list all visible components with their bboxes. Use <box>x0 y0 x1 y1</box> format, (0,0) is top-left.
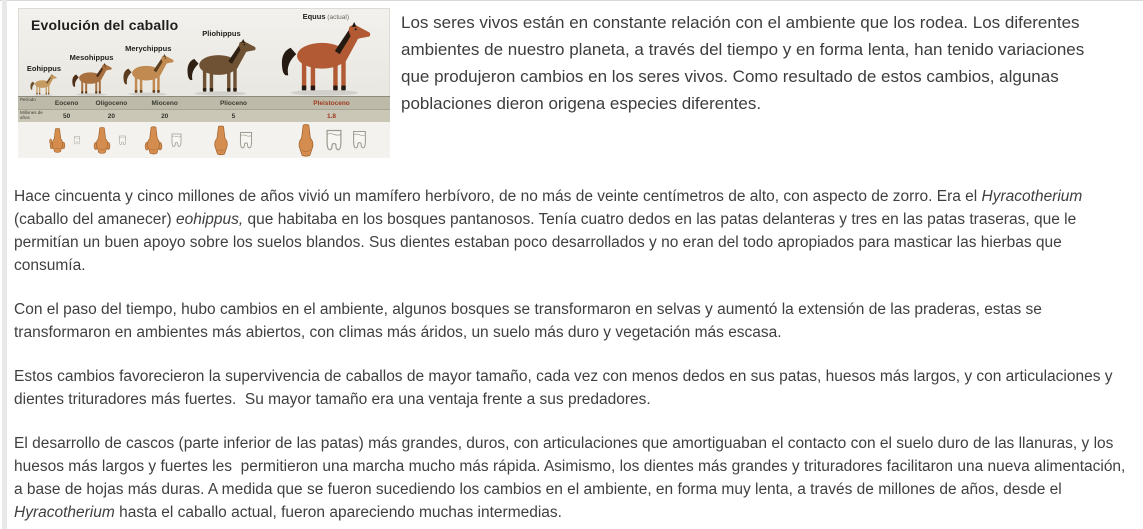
stage-name-label: Pliohippus <box>202 29 241 38</box>
epoch-row <box>18 96 390 109</box>
millions-years-value-equus: 1.8 <box>327 113 337 120</box>
feet-teeth-eohippus <box>44 122 86 158</box>
millions-years-value-eohippus: 50 <box>63 113 71 120</box>
period-row-label: Período <box>20 97 36 102</box>
stage-name-label: Equus (actual) <box>302 12 349 21</box>
text-run: Hace cincuenta y cinco millones de años vivió un mamífero herbívoro, de no más de veinte centímetros de alto, con aspecto de zorro. Era el <box>14 188 982 205</box>
molar-tooth-icon <box>351 130 368 150</box>
hoof-bones-icon <box>49 128 66 153</box>
page-left-margin-strip <box>2 0 7 529</box>
stage-name-label: Eohippus <box>26 64 62 73</box>
molar-tooth-icon <box>170 133 183 148</box>
molar-tooth-icon <box>73 136 81 145</box>
molar-tooth-icon <box>118 135 127 146</box>
infographic-title: Evolución del caballo <box>31 17 179 33</box>
hoof-bones-icon <box>295 124 317 157</box>
paragraph-2 <box>14 298 1129 344</box>
feet-and-teeth-row <box>18 122 390 158</box>
horse-silhouette-icon <box>70 63 114 96</box>
page-top-border <box>0 0 1143 1</box>
horse-silhouette-icon <box>277 22 375 96</box>
text-run: (caballo del amanecer) <box>14 188 1087 228</box>
horse-silhouette-icon <box>29 74 58 96</box>
feet-teeth-mesohippus <box>86 122 134 158</box>
millions-years-row-label: Millones de años <box>20 110 43 120</box>
millions-years-value-mesohippus: 20 <box>107 113 115 120</box>
stage-pliohippus <box>179 29 263 96</box>
stage-eohippus <box>22 64 66 96</box>
horse-silhouette-icon <box>121 54 176 96</box>
geologic-period-band <box>18 96 390 123</box>
text-run: que habitaba en los bosques pantanosos. Tenía cuatro dedos en las patas delanteras y tres en las patas traseras, que le permitían un buen apoyo sobre los suelos blandos. Sus dientes estaban poco desarrollados y no eran del todo apropiados para masticar las hierbas que consumía. <box>14 211 1081 274</box>
paragraph-1 <box>14 185 1129 277</box>
epoch-label-merychippus: Mioceno <box>151 99 178 107</box>
body-text <box>14 185 1129 524</box>
epoch-label-pliohippus: Plioceno <box>219 99 248 107</box>
molar-tooth-icon <box>238 131 254 150</box>
stage-name-label: Mesohippus <box>69 53 114 62</box>
horse-silhouette-icon <box>184 39 259 96</box>
horse-evolution-infographic[interactable] <box>18 8 390 158</box>
epoch-label-mesohippus: Oligoceno <box>95 99 128 107</box>
intro-paragraph: Los seres vivos están en constante relación con el ambiente que los rodea. Los diferentes ambientes de nuestro planeta, a través del tiempo y en forma lenta, han tenido variaciones que produjeron cambios en los seres vivos. Como resultado de estos cambios, algunas poblaciones dieron origena especies diferentes. <box>401 13 1085 113</box>
text-run: Estos cambios favorecieron la supervivencia de caballos de mayor tamaño, cada vez con menos dedos en sus patas, huesos más largos, y con articulaciones y dientes trituradores más fuertes. Su mayor tamaño era una ventaja frente a sus predadores. <box>14 368 1117 408</box>
hoof-bones-icon <box>93 127 111 154</box>
epoch-label-eohippus: Eoceno <box>54 99 79 107</box>
text-run: El desarrollo de cascos (parte inferior de las patas) más grandes, duros, con articulaciones que amortiguaban el contacto con el suelo duro de las llanuras, y los huesos más largos y fuertes les permitieron una marcha mucho más rápida. Asimismo, los dientes más grandes y trituradores facilitaron una nueva alimentación, a base de hojas más duras. A medida que se fueron sucediendo los cambios en el ambiente, en forma muy lenta, a través de millones de años, desde el <box>14 435 1130 498</box>
top-section <box>0 0 1143 158</box>
millions-years-row <box>18 109 390 123</box>
feet-row-cells <box>44 122 390 158</box>
italic-run: Hyracotherium <box>14 504 115 521</box>
millions-years-value-pliohippus: 5 <box>231 113 236 120</box>
feet-teeth-pliohippus <box>193 122 273 158</box>
paragraph-4 <box>14 432 1129 524</box>
stage-merychippus <box>117 44 179 96</box>
molar-tooth-icon <box>324 129 344 152</box>
millions-years-value-merychippus: 20 <box>161 113 169 120</box>
italic-run: eohippus, <box>175 211 244 228</box>
stage-mesohippus <box>66 53 117 96</box>
stage-name-label: Merychippus <box>125 44 172 53</box>
hoof-bones-icon <box>144 126 163 155</box>
feet-row-spacer <box>18 122 44 158</box>
paragraph-3 <box>14 365 1129 411</box>
hoof-bones-icon <box>211 125 231 156</box>
text-run: hasta el caballo actual, fueron apareciendo muchas intermedias. <box>114 504 562 521</box>
stage-equus <box>264 12 388 96</box>
epoch-row-cells <box>46 97 390 109</box>
feet-teeth-merychippus <box>134 122 193 158</box>
epoch-label-equus: Pleistoceno <box>313 99 350 107</box>
italic-run: Hyracotherium <box>981 188 1083 205</box>
text-run: Con el paso del tiempo, hubo cambios en el ambiente, algunos bosques se transformaron en selvas y aumentó la extensión de las praderas, estas se transformaron en ambientes más abiertos, con climas más áridos, un suelo más duro y vegetación más escasa. <box>14 301 1047 341</box>
feet-teeth-equus <box>272 122 390 158</box>
